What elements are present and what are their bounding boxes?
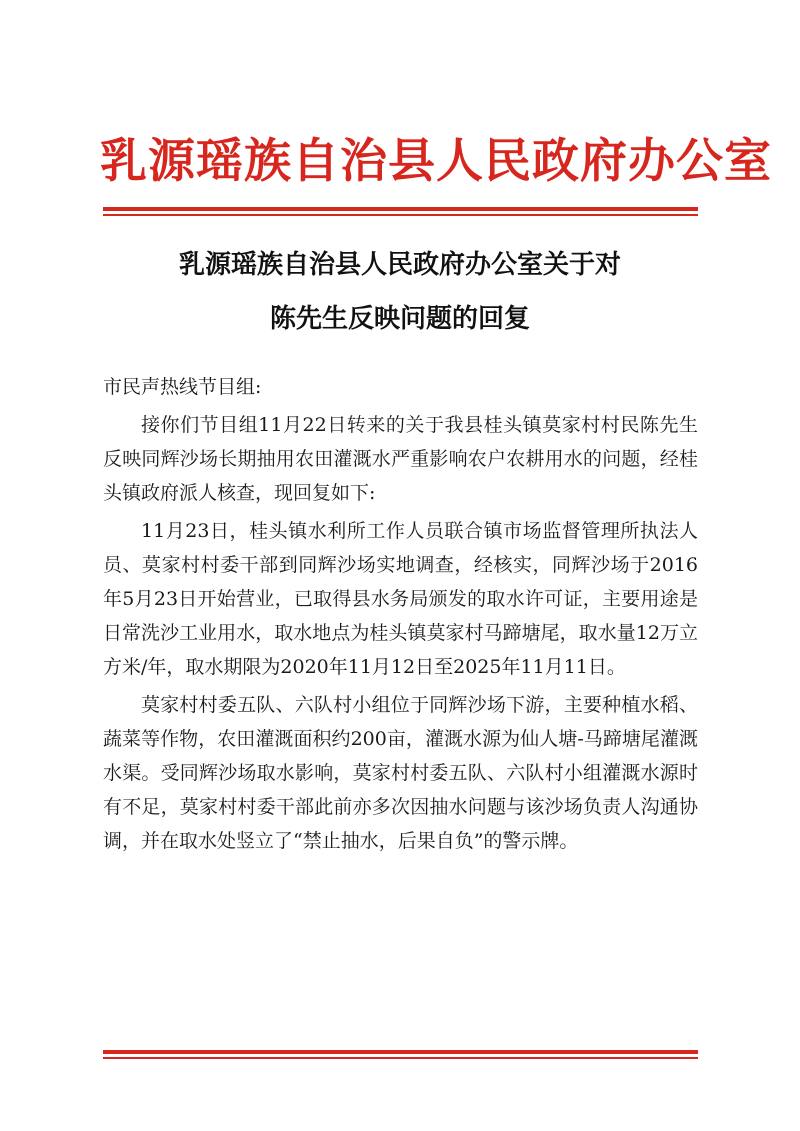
masthead-rule-thin xyxy=(103,214,698,216)
document-title xyxy=(100,238,700,346)
paragraph-2: 11月23日，桂头镇水利所工作人员联合镇市场监督管理所执法人员、莫家村村委干部到同辉沙场实地调查，经核实，同辉沙场于2016年5月23日开始营业，已取得县水务局颁发的取水许可证，主要用途是日常洗沙工业用水，取水地点为桂头镇莫家村马蹄塘尾，取水量12万立方米/年，取水期限为2020年11月12日至2025年11月11日。 xyxy=(103,520,698,678)
document-title-line-1: 乳源瑶族自治县人民政府办公室关于对 xyxy=(178,250,621,280)
paragraph-1: 接你们节目组11月22日转来的关于我县桂头镇莫家村村民陈先生反映同辉沙场长期抽用农田灌溉水严重影响农户农耕用水的问题，经桂头镇政府派人核查，现回复如下: xyxy=(103,414,698,504)
document-title-line-2: 陈先生反映问题的回复 xyxy=(269,304,530,334)
masthead-org-name: 乳源瑶族自治县人民政府办公室 xyxy=(100,134,772,189)
masthead-rule-thick xyxy=(103,207,698,211)
document-body xyxy=(103,370,698,862)
footer-rule-thick xyxy=(103,1050,698,1054)
footer-rule-thin xyxy=(103,1057,698,1059)
paragraph-3: 莫家村村委五队、六队村小组位于同辉沙场下游，主要种植水稻、蔬菜等作物，农田灌溉面积约200亩，灌溉水源为仙人塘-马蹄塘尾灌溉水渠。受同辉沙场取水影响，莫家村村委五队、六队村小组灌溉水源时有不足，莫家村村委干部此前亦多次因抽水问题与该沙场负责人沟通协调，并在取水处竖立了“禁止抽水，后果自负”的警示牌。 xyxy=(103,694,698,852)
salutation: 市民声热线节目组: xyxy=(103,376,262,398)
